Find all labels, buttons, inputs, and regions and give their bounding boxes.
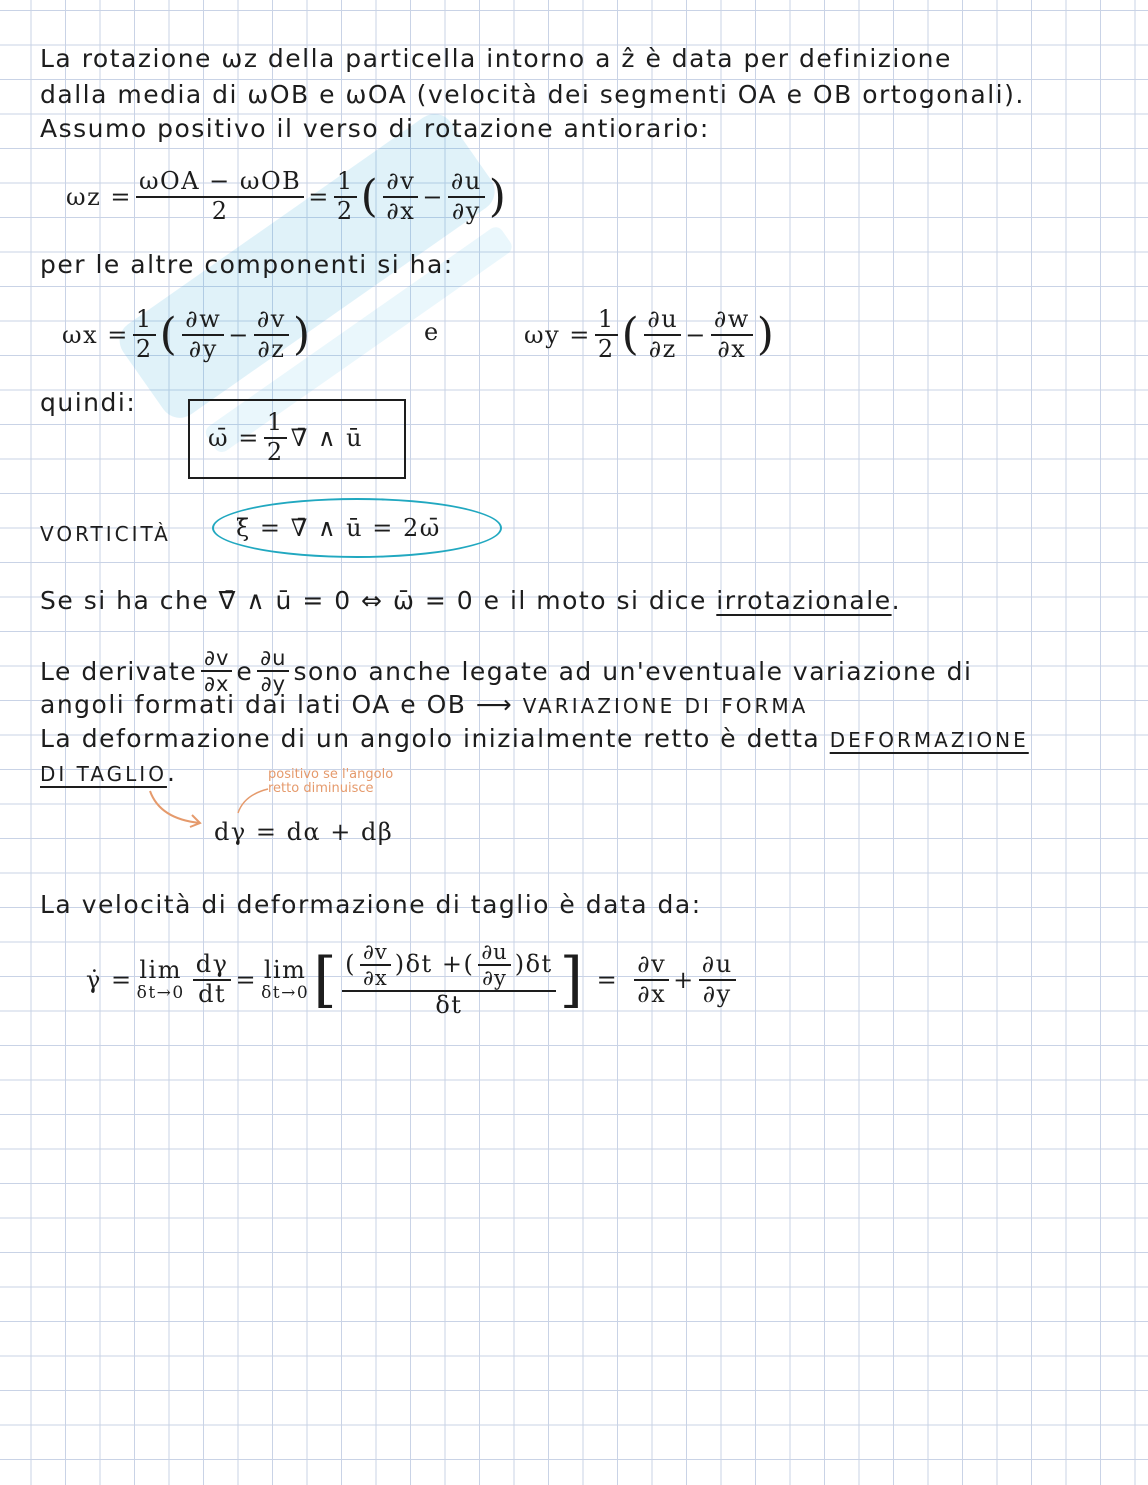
derivatives-line (40, 646, 972, 696)
minus-sign: − (422, 182, 444, 211)
derivative-dv-dx (383, 168, 418, 225)
derivative-numerator: ∂u (448, 168, 485, 198)
quindi-label: quindi: (40, 388, 137, 417)
half-fraction (133, 306, 156, 363)
gamma-dot-lhs: γ̇ = (86, 965, 133, 994)
derivative-denominator: ∂x (363, 966, 388, 991)
omega-x-lhs: ωx = (62, 320, 129, 349)
derivative-numerator: ∂v (201, 646, 232, 672)
derivative-dv-dz (254, 306, 289, 363)
equation-shear-rate (86, 940, 740, 1020)
omega-vector-lhs: ω̄ = (208, 423, 260, 452)
limit-subscript: δt→0 (261, 982, 310, 1003)
right-bracket: ] (559, 944, 585, 1015)
derivative-du-dy (478, 940, 510, 990)
derivative-dw-dx (711, 306, 753, 363)
derivative-denominator: ∂y (260, 672, 287, 697)
equation-omega-z (66, 168, 507, 225)
shear-rate-sentence: La velocità di deformazione di taglio è data da: (40, 890, 702, 919)
derivative-dv-dx (634, 951, 669, 1008)
other-components-line: per le altre componenti si ha: (40, 250, 454, 279)
curl-of-velocity: ∇̄ ∧ ū (290, 423, 364, 452)
half-numerator: 1 (334, 168, 357, 198)
angles-text: angoli formati dai lati OA e OB (40, 690, 467, 719)
intro-line-1: La rotazione ωz della particella intorno a ẑ è data per definizione (40, 44, 952, 73)
derivative-denominator: ∂y (451, 196, 481, 225)
open-paren: ( (345, 950, 356, 979)
omega-z-lhs: ωz = (66, 182, 132, 211)
deformation-term: DEFORMAZIONE (829, 728, 1029, 752)
deformation-line (40, 724, 1029, 753)
derivative-du-dy (448, 168, 485, 225)
derivative-numerator: ∂w (182, 306, 224, 336)
derivative-numerator: ∂u (699, 951, 736, 981)
limit-operator (261, 957, 309, 1002)
derivative-du-dz (644, 306, 681, 363)
open-paren: ( (463, 950, 475, 979)
half-numerator: 1 (133, 306, 156, 336)
shear-term: DI TAGLIO (40, 762, 167, 786)
derivative-numerator: ∂u (257, 646, 289, 672)
limit-label: lim (139, 956, 182, 985)
equation-omega-vector (208, 409, 363, 466)
right-arrow-icon: ⟶ (475, 690, 514, 719)
curved-arrow-icon (150, 791, 200, 823)
left-paren: ( (621, 308, 641, 360)
derivative-denominator: ∂y (702, 979, 732, 1008)
half-denominator: 2 (336, 196, 354, 225)
right-paren: ) (756, 308, 776, 360)
angles-line (40, 690, 808, 719)
period: . (166, 758, 177, 787)
derivative-dw-dy (182, 306, 224, 363)
derivative-dv-dx (201, 646, 232, 696)
derivatives-continuation: sono anche legate ad un'eventuale variazione di (293, 656, 973, 686)
half-fraction (595, 306, 618, 363)
annotation-line-1: positivo se l'angolo (268, 767, 394, 782)
derivative-denominator: ∂y (482, 966, 507, 991)
limit-label: lim (263, 956, 307, 985)
half-denominator: 2 (135, 334, 153, 363)
derivative-numerator: ∂u (478, 940, 510, 966)
dgamma-dt-fraction (193, 951, 232, 1008)
equation-omega-x (62, 306, 312, 363)
half-fraction (334, 168, 357, 225)
derivative-numerator: ∂v (634, 951, 669, 981)
right-paren: ) (292, 308, 312, 360)
derivative-denominator: ∂x (637, 979, 667, 1008)
vorticity-formula: ξ̄ = ∇̄ ∧ ū = 2ω̄ (236, 514, 441, 542)
half-numerator: 1 (264, 409, 287, 439)
left-paren: ( (360, 170, 380, 222)
first-term-tail: )δt + (394, 950, 464, 979)
orange-annotation (268, 768, 393, 795)
derivative-du-dy (257, 646, 289, 696)
annotation-pointer-icon (238, 789, 268, 813)
period: . (891, 586, 902, 615)
left-bracket: [ (313, 944, 339, 1015)
irrotational-term: irrotazionale (716, 586, 892, 615)
irrotational-line (40, 586, 901, 615)
equals-sign: = (596, 965, 619, 994)
half-denominator: 2 (266, 437, 284, 466)
half-fraction (264, 409, 287, 466)
minus-sign: − (228, 320, 250, 349)
fraction-numerator: dγ (193, 951, 232, 981)
and-connector: e (424, 318, 440, 346)
shear-line (40, 758, 176, 787)
derivative-numerator: ∂v (383, 168, 418, 198)
and-connector: e (236, 656, 254, 686)
intro-line-3: Assumo positivo il verso di rotazione antiorario: (40, 114, 710, 143)
equals-sign: = (308, 182, 330, 211)
omega-y-lhs: ωy = (524, 320, 591, 349)
omega-z-average-fraction (136, 168, 304, 225)
equals-sign: = (235, 965, 258, 994)
derivative-du-dy (699, 951, 736, 1008)
derivative-numerator: ∂u (644, 306, 681, 336)
fraction-numerator: ωOA − ωOB (136, 168, 304, 198)
derivative-numerator: ∂v (254, 306, 289, 336)
plus-sign: + (673, 965, 695, 994)
annotation-line-2: retto diminuisce (268, 780, 374, 796)
derivative-dv-dx (360, 940, 391, 990)
derivative-denominator: ∂z (257, 334, 286, 363)
second-term-tail: )δt (514, 950, 553, 979)
intro-line-2: dalla media di ωOB e ωOA (velocità dei segmenti OA e OB ortogonali). (40, 80, 1025, 109)
derivative-denominator: ∂z (648, 334, 677, 363)
derivative-denominator: ∂x (204, 672, 230, 697)
derivative-numerator: ∂w (711, 306, 753, 336)
bracket-denominator: δt (435, 991, 463, 1020)
deformation-text: La deformazione di un angolo inizialmente retto è detta (40, 724, 821, 753)
boxed-result (188, 399, 406, 479)
derivatives-intro: Le derivate (40, 656, 198, 686)
right-paren: ) (488, 170, 508, 222)
fraction-denominator: dt (198, 979, 227, 1008)
irrotational-condition: Se si ha che ∇̄ ∧ ū = 0 ⇔ ω̄ = 0 e il moto si dice (40, 586, 707, 615)
limit-subscript: δt→0 (136, 982, 185, 1003)
minus-sign: − (685, 320, 707, 349)
shear-angle-equation: dγ = dα + dβ (214, 818, 394, 846)
limit-operator (137, 957, 185, 1002)
fraction-denominator: 2 (211, 196, 229, 225)
derivative-numerator: ∂v (360, 940, 391, 966)
half-numerator: 1 (595, 306, 618, 336)
bracket-numerator (342, 940, 556, 992)
derivative-denominator: ∂x (386, 196, 416, 225)
derivative-denominator: ∂y (188, 334, 218, 363)
bracket-fraction (342, 940, 556, 1020)
derivative-denominator: ∂x (717, 334, 747, 363)
shape-variation-label: VARIAZIONE DI FORMA (522, 694, 809, 718)
left-paren: ( (159, 308, 179, 360)
half-denominator: 2 (597, 334, 615, 363)
equation-omega-y (524, 306, 775, 363)
vorticity-label: VORTICITÀ (40, 522, 171, 546)
